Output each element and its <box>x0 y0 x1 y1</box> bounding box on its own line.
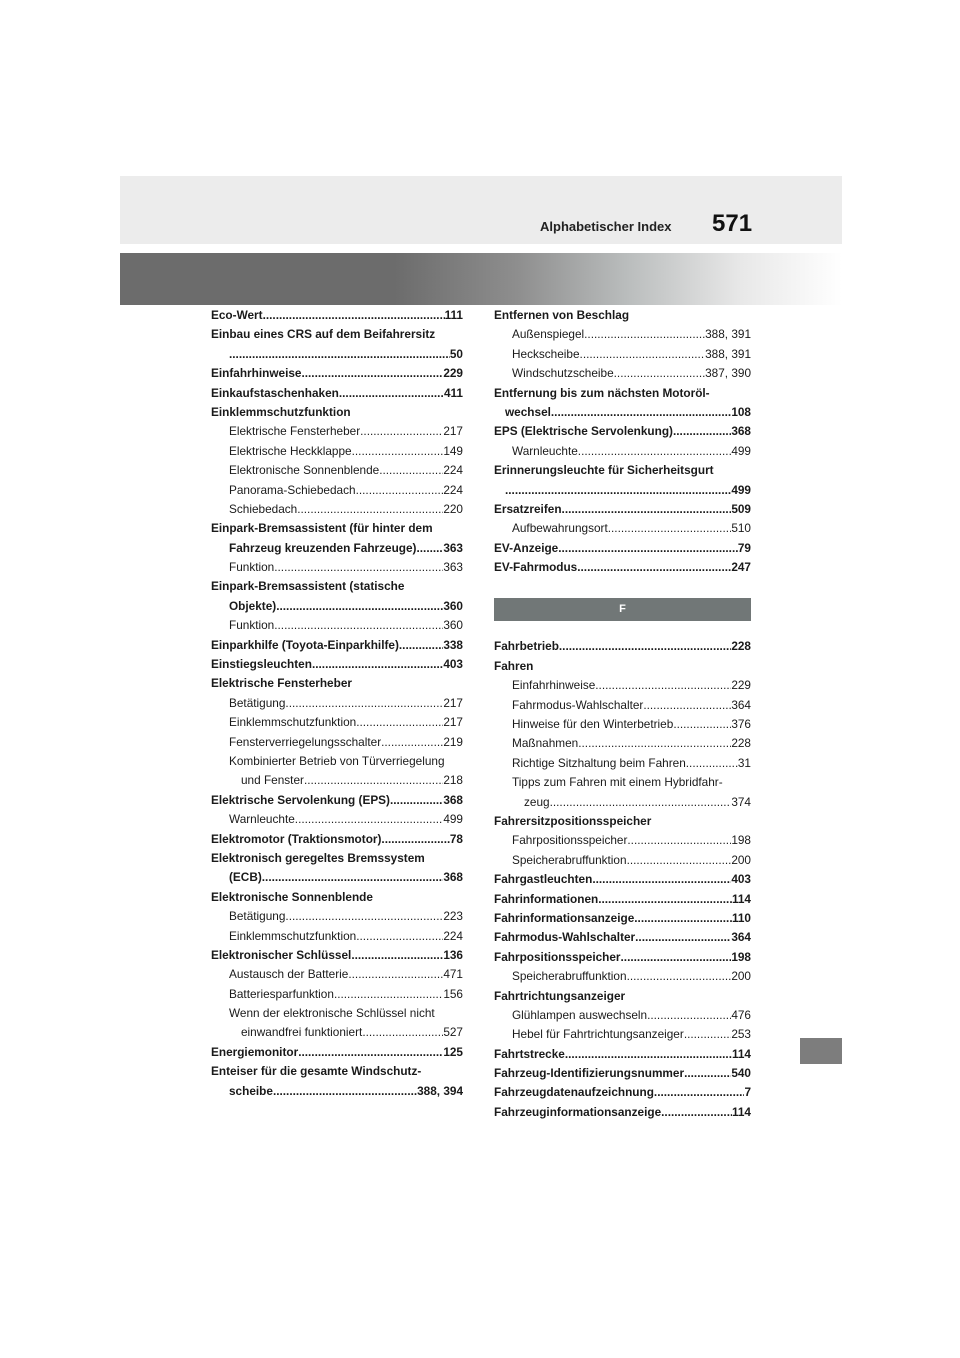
entry-page[interactable]: 527 <box>443 1025 463 1040</box>
entry-page[interactable]: 499 <box>443 812 463 827</box>
entry-page[interactable]: 156 <box>443 986 463 1001</box>
dot-leader <box>580 345 706 364</box>
entry-term: Ersatzreifen <box>494 501 562 516</box>
entry-term: Fahrpositionsspeicher <box>512 833 628 848</box>
index-subentry <box>494 831 751 850</box>
entry-term: Fahrtstrecke <box>494 1046 565 1061</box>
entry-term: Einklemmschutzfunktion <box>229 928 357 943</box>
index-subentry <box>211 481 463 500</box>
entry-term: Batteriesparfunktion <box>229 986 334 1001</box>
dot-leader <box>295 810 444 829</box>
entry-page[interactable]: 228 <box>731 639 751 654</box>
entry-term: Elektrische Servolenkung (EPS) <box>211 792 390 807</box>
section-header-f: F <box>494 598 751 621</box>
index-entry <box>211 519 463 538</box>
entry-term: zeug <box>524 794 550 809</box>
index-entry <box>494 403 751 422</box>
index-subentry <box>211 442 463 461</box>
index-entry <box>211 830 463 849</box>
entry-term: Speicherabruffunktion <box>512 852 627 867</box>
dot-leader <box>312 655 443 674</box>
entry-term: Einparkhilfe (Toyota-Einparkhilfe) <box>211 637 399 652</box>
entry-term: Fahrtrichtungsanzeiger <box>494 988 626 1003</box>
index-entry <box>494 558 751 577</box>
entry-term: Einpark-Bremsassistent (für hinter dem <box>211 521 433 536</box>
dot-leader <box>592 870 731 889</box>
entry-page[interactable]: 114 <box>731 1046 751 1061</box>
entry-page[interactable]: 79 <box>737 540 751 555</box>
entry-page[interactable]: 360 <box>443 598 463 613</box>
index-subentry <box>211 500 463 519</box>
dot-leader <box>584 325 705 344</box>
entry-page[interactable]: 110 <box>731 910 751 925</box>
index-subentry <box>494 734 751 753</box>
entry-page[interactable]: 198 <box>731 833 751 848</box>
dot-leader <box>578 734 731 753</box>
entry-page[interactable]: 114 <box>731 891 751 906</box>
dot-leader <box>274 616 443 635</box>
entry-page[interactable]: 228 <box>731 736 751 751</box>
entry-term: Fahrzeugdatenaufzeichnung <box>494 1085 654 1100</box>
entry-page[interactable]: 476 <box>731 1007 751 1022</box>
entry-term: Fahrersitzpositionsspeicher <box>494 813 652 828</box>
entry-term: Elektrische Heckklappe <box>229 443 352 458</box>
index-subentry <box>494 773 751 792</box>
index-entry <box>494 384 751 403</box>
thumb-index-tab <box>800 1038 842 1064</box>
index-entry <box>494 637 751 656</box>
entry-page[interactable]: 224 <box>443 482 463 497</box>
index-subentry <box>211 422 463 441</box>
index-subentry <box>494 364 751 383</box>
dot-leader <box>285 907 443 926</box>
dot-leader <box>356 713 443 732</box>
index-subentry <box>211 985 463 1004</box>
index-entry <box>211 1062 463 1081</box>
index-subentry <box>494 345 751 364</box>
entry-term: Betätigung <box>229 909 286 924</box>
dot-leader <box>505 481 731 500</box>
dot-leader <box>559 637 731 656</box>
dot-leader <box>362 1023 443 1042</box>
index-group-f <box>494 637 751 1122</box>
entry-term: (ECB) <box>229 870 262 885</box>
index-entry <box>211 345 463 364</box>
entry-term: Richtige Sitzhaltung beim Fahren <box>512 755 686 770</box>
index-subentry <box>211 461 463 480</box>
index-entry <box>494 657 751 676</box>
entry-term: Einfahrhinweise <box>211 366 302 381</box>
index-entry <box>494 909 751 928</box>
entry-page[interactable]: 368 <box>731 424 751 439</box>
index-entry <box>211 325 463 344</box>
dot-leader <box>627 831 731 850</box>
index-entry <box>494 1083 751 1102</box>
entry-term: Funktion <box>229 618 275 633</box>
entry-page[interactable]: 223 <box>443 909 463 924</box>
index-entry <box>494 306 751 325</box>
index-entry <box>211 1043 463 1062</box>
entry-page[interactable]: 499 <box>731 482 751 497</box>
entry-term: Elektrische Fensterheber <box>229 424 361 439</box>
dot-leader <box>297 500 443 519</box>
dot-leader <box>381 830 449 849</box>
dot-leader <box>621 948 732 967</box>
dot-leader <box>578 442 732 461</box>
dot-leader <box>274 558 443 577</box>
index-subentry <box>211 558 463 577</box>
index-entry <box>211 674 463 693</box>
entry-page[interactable]: 7 <box>744 1085 751 1100</box>
dot-leader <box>684 1025 732 1044</box>
entry-page[interactable]: 388, 394 <box>417 1083 463 1098</box>
entry-term: Warnleuchte <box>512 443 578 458</box>
entry-page[interactable]: 411 <box>443 385 463 400</box>
entry-page[interactable]: 220 <box>443 501 463 516</box>
dot-leader <box>285 694 443 713</box>
dot-leader <box>635 928 731 947</box>
entry-term: Einkaufstaschenhaken <box>211 385 339 400</box>
entry-page[interactable]: 510 <box>731 521 751 536</box>
index-subentry <box>494 519 751 538</box>
entry-term: Aufbewahrungsort <box>512 521 608 536</box>
entry-term: Elektronische Sonnenblende <box>211 889 373 904</box>
dot-leader <box>334 985 443 1004</box>
index-entry <box>494 1045 751 1064</box>
entry-term: Eco-Wert <box>211 308 263 322</box>
entry-page[interactable]: 229 <box>731 678 751 693</box>
index-entry <box>494 422 751 441</box>
entry-page[interactable]: 111 <box>444 308 463 322</box>
dot-leader <box>379 461 443 480</box>
entry-page[interactable]: 363 <box>443 540 463 555</box>
entry-term: Elektrische Fensterheber <box>211 676 352 691</box>
dot-leader <box>262 868 444 887</box>
index-entry <box>211 946 463 965</box>
entry-term: Elektromotor (Traktionsmotor) <box>211 831 382 846</box>
entry-term: Fensterverriegelungsschalter <box>229 734 382 749</box>
dot-leader <box>301 364 443 383</box>
gradient-band <box>120 253 842 305</box>
entry-term: Funktion <box>229 560 275 575</box>
dot-leader <box>684 1064 731 1083</box>
entry-term: Betätigung <box>229 695 286 710</box>
index-subentry <box>494 967 751 986</box>
entry-page[interactable]: 200 <box>731 852 751 867</box>
entry-page[interactable]: 247 <box>731 560 751 575</box>
entry-page[interactable]: 219 <box>443 734 463 749</box>
index-subentry <box>211 616 463 635</box>
entry-term: Fahrgastleuchten <box>494 872 593 887</box>
entry-page[interactable]: 125 <box>443 1044 463 1059</box>
entry-page[interactable]: 78 <box>449 831 463 846</box>
index-entry <box>211 636 463 655</box>
dot-leader <box>298 1043 443 1062</box>
index-subentry <box>494 851 751 870</box>
dot-leader <box>686 754 738 773</box>
index-entry <box>211 577 463 596</box>
entry-page[interactable]: 253 <box>731 1027 751 1042</box>
entry-page[interactable]: 403 <box>443 657 463 672</box>
dot-leader <box>608 519 732 538</box>
dot-leader <box>627 851 732 870</box>
entry-term: EV-Anzeige <box>494 540 559 555</box>
entry-page[interactable]: 364 <box>731 930 751 945</box>
entry-page[interactable]: 387, 390 <box>705 366 751 381</box>
index-entry <box>494 987 751 1006</box>
index-entry <box>494 481 751 500</box>
index-group-e-continued <box>494 306 751 577</box>
entry-page[interactable]: 149 <box>443 443 463 458</box>
entry-term: Hebel für Fahrtrichtungsanzeiger <box>512 1027 684 1042</box>
entry-term: Fahrinformationsanzeige <box>494 910 635 925</box>
index-subentry <box>211 713 463 732</box>
index-subentry <box>494 1025 751 1044</box>
entry-term: Entfernen von Beschlag <box>494 308 630 322</box>
dot-leader <box>356 927 443 946</box>
dot-leader <box>643 696 731 715</box>
index-subentry <box>211 965 463 984</box>
entry-term: Tipps zum Fahren mit einem Hybridfahr- <box>512 775 723 790</box>
entry-term: Fahrinformationen <box>494 891 599 906</box>
entry-term: Fahrmodus-Wahlschalter <box>512 697 644 712</box>
index-entry <box>211 539 463 558</box>
entry-page[interactable]: 217 <box>443 424 463 439</box>
dot-leader <box>381 733 443 752</box>
entry-term: Wenn der elektronische Schlüssel nicht <box>229 1006 435 1021</box>
entry-term: einwandfrei funktioniert <box>241 1025 363 1040</box>
dot-leader <box>263 306 445 325</box>
entry-term: Panorama-Schiebedach <box>229 482 356 497</box>
entry-term: Enteiser für die gesamte Windschutz- <box>211 1064 422 1079</box>
dot-leader <box>550 793 732 812</box>
entry-page[interactable]: 217 <box>443 715 463 730</box>
entry-page[interactable]: 403 <box>731 872 751 887</box>
entry-term: Heckscheibe <box>512 346 580 361</box>
entry-page[interactable]: 374 <box>731 794 751 809</box>
entry-term: Fahrzeuginformationsanzeige <box>494 1104 662 1119</box>
entry-term: Kombinierter Betrieb von Türverriegelung <box>229 753 445 768</box>
index-column-left <box>211 306 463 1101</box>
entry-term: Glühlampen auswechseln <box>512 1007 648 1022</box>
entry-term: Hinweise für den Winterbetrieb <box>512 717 674 732</box>
dot-leader <box>360 422 443 441</box>
entry-term: Einpark-Bremsassistent (statische <box>211 579 405 594</box>
index-subentry <box>494 793 751 812</box>
entry-page[interactable]: 364 <box>731 697 751 712</box>
entry-page[interactable]: 368 <box>443 792 463 807</box>
index-entry <box>211 791 463 810</box>
index-entry <box>211 384 463 403</box>
index-subentry <box>211 733 463 752</box>
index-subentry <box>211 752 463 771</box>
dot-leader <box>673 422 731 441</box>
dot-leader <box>348 965 443 984</box>
entry-term: Einklemmschutzfunktion <box>229 715 357 730</box>
entry-term: Fahrpositionsspeicher <box>494 949 621 964</box>
entry-term: Fahrmodus-Wahlschalter <box>494 930 636 945</box>
entry-term: Objekte) <box>229 598 277 613</box>
index-entry <box>494 1064 751 1083</box>
entry-page[interactable]: 363 <box>443 560 463 575</box>
dot-leader <box>356 481 444 500</box>
entry-page[interactable]: 198 <box>731 949 751 964</box>
index-subentry <box>211 810 463 829</box>
entry-term: EPS (Elektrische Servolenkung) <box>494 424 673 439</box>
index-entry <box>494 500 751 519</box>
entry-term: Elektronisch geregeltes Bremssystem <box>211 850 425 865</box>
entry-term: Elektronischer Schlüssel <box>211 947 352 962</box>
entry-page[interactable]: 224 <box>443 463 463 478</box>
dot-leader <box>351 946 443 965</box>
index-subentry <box>211 907 463 926</box>
entry-page[interactable]: 388, 391 <box>705 346 751 361</box>
dot-leader <box>562 500 732 519</box>
entry-page[interactable]: 471 <box>443 967 463 982</box>
dot-leader <box>654 1083 745 1102</box>
dot-leader <box>276 597 443 616</box>
entry-page[interactable]: 499 <box>731 443 751 458</box>
entry-term: EV-Fahrmodus <box>494 560 578 575</box>
entry-term: Fahrbetrieb <box>494 639 559 654</box>
index-subentry <box>211 927 463 946</box>
dot-leader <box>399 636 443 655</box>
index-entry <box>211 1082 463 1101</box>
index-entry <box>211 888 463 907</box>
page-number: 571 <box>712 210 753 237</box>
index-column-right <box>494 306 751 1122</box>
index-subentry <box>494 696 751 715</box>
entry-page[interactable]: 217 <box>443 695 463 710</box>
entry-term: Austausch der Batterie <box>229 967 349 982</box>
entry-page[interactable]: 136 <box>443 947 463 962</box>
entry-page[interactable]: 108 <box>731 404 751 419</box>
entry-term: Einfahrhinweise <box>512 678 596 693</box>
entry-term: Warnleuchte <box>229 812 295 827</box>
dot-leader <box>673 715 731 734</box>
entry-page[interactable]: 388, 391 <box>705 327 751 342</box>
entry-term: Schiebedach <box>229 501 298 516</box>
index-entry <box>211 364 463 383</box>
entry-term: Maßnahmen <box>512 736 579 751</box>
entry-term: Fahren <box>494 658 534 673</box>
index-subentry <box>494 442 751 461</box>
dot-leader <box>551 403 731 422</box>
dot-leader <box>558 539 738 558</box>
index-entry <box>494 461 751 480</box>
section-title: Alphabetischer Index <box>540 219 672 234</box>
entry-page[interactable]: 540 <box>731 1066 751 1081</box>
entry-term: Elektronische Sonnenblende <box>229 463 380 478</box>
index-entry <box>494 928 751 947</box>
entry-page[interactable]: 200 <box>731 969 751 984</box>
entry-term: Entfernung bis zum nächsten Motoröl- <box>494 385 710 400</box>
entry-page[interactable]: 229 <box>443 366 463 381</box>
index-entry <box>211 868 463 887</box>
entry-term: scheibe <box>229 1083 273 1098</box>
index-subentry <box>494 1006 751 1025</box>
dot-leader <box>647 1006 731 1025</box>
dot-leader <box>339 384 444 403</box>
entry-page[interactable]: 31 <box>737 755 751 770</box>
entry-page[interactable]: 114 <box>731 1104 751 1119</box>
entry-term: Einklemmschutzfunktion <box>211 404 351 419</box>
index-entry <box>494 948 751 967</box>
index-subentry <box>494 754 751 773</box>
entry-page[interactable]: 368 <box>443 870 463 885</box>
entry-page[interactable]: 218 <box>443 773 463 788</box>
entry-term: Fahrzeug kreuzenden Fahrzeuge) <box>229 540 417 555</box>
index-entry <box>211 597 463 616</box>
entry-page[interactable]: 509 <box>731 501 751 516</box>
entry-term: Speicherabruffunktion <box>512 969 627 984</box>
dot-leader <box>390 791 443 810</box>
dot-leader <box>595 676 731 695</box>
entry-term: Außenspiegel <box>512 327 585 342</box>
entry-page[interactable]: 50 <box>449 346 463 361</box>
dot-leader <box>352 442 444 461</box>
index-entry <box>211 849 463 868</box>
dot-leader <box>634 909 732 928</box>
entry-term: Erinnerungsleuchte für Sicherheitsgurt <box>494 463 714 478</box>
index-subentry <box>211 694 463 713</box>
index-subentry <box>211 771 463 790</box>
entry-page[interactable]: 360 <box>443 618 463 633</box>
dot-leader <box>577 558 731 577</box>
index-subentry <box>211 1023 463 1042</box>
dot-leader <box>627 967 732 986</box>
dot-leader <box>304 771 443 790</box>
entry-term: und Fenster <box>241 773 304 788</box>
index-entry <box>211 655 463 674</box>
index-entry <box>494 890 751 909</box>
entry-page[interactable]: 376 <box>731 717 751 732</box>
dot-leader <box>565 1045 732 1064</box>
entry-page[interactable]: 224 <box>443 928 463 943</box>
index-entry <box>494 539 751 558</box>
index-entry <box>494 1103 751 1122</box>
dot-leader <box>661 1103 732 1122</box>
index-subentry <box>494 676 751 695</box>
entry-term: Windschutzscheibe <box>512 366 614 381</box>
dot-leader <box>229 345 450 364</box>
index-subentry <box>494 325 751 344</box>
dot-leader <box>614 364 705 383</box>
entry-term: Einstiegsleuchten <box>211 657 312 672</box>
index-subentry <box>494 715 751 734</box>
entry-term: Energiemonitor <box>211 1044 299 1059</box>
entry-term: Fahrzeug-Identifizierungsnummer <box>494 1066 685 1081</box>
index-subentry <box>211 1004 463 1023</box>
dot-leader <box>598 890 732 909</box>
index-entry <box>211 306 463 325</box>
index-entry <box>211 403 463 422</box>
dot-leader <box>416 539 443 558</box>
dot-leader <box>273 1082 417 1101</box>
index-entry <box>494 870 751 889</box>
entry-term: Einbau eines CRS auf dem Beifahrersitz <box>211 327 436 342</box>
entry-page[interactable]: 338 <box>443 637 463 652</box>
index-entry <box>494 812 751 831</box>
entry-term: wechsel <box>505 404 551 419</box>
